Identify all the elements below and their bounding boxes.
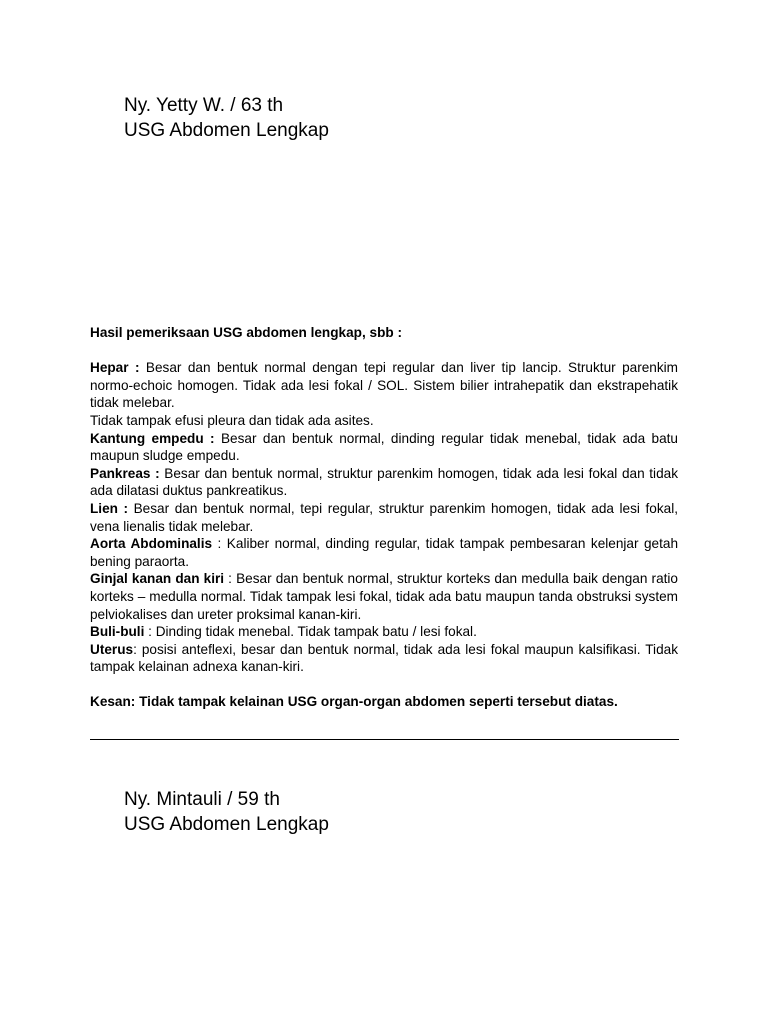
finding-label: Uterus (90, 641, 134, 657)
finding-text: Besar dan bentuk normal, tepi regular, struktur parenkim homogen, tidak ada lesi fokal, vena lienalis tidak melebar. (90, 500, 678, 534)
finding-label: Ginjal kanan dan kiri (90, 571, 225, 587)
finding-label: Pankreas : (90, 465, 160, 481)
finding-uterus (90, 641, 678, 676)
exam-title: USG Abdomen Lengkap (124, 814, 329, 835)
finding-label: Aorta Abdominalis (90, 536, 213, 552)
patient-header-2 (124, 787, 329, 837)
finding-text: Besar dan bentuk normal dengan tepi regular dan liver tip lancip. Struktur parenkim normo-echoic homogen. Tidak ada lesi fokal / SOL. Sistem bilier intrahepatik dan ekstrapehatik tidak melebar. (90, 360, 678, 411)
finding-efusi (90, 412, 678, 430)
finding-aorta (90, 535, 678, 570)
finding-ginjal (90, 570, 678, 623)
finding-kantung-empedu (90, 430, 678, 465)
finding-text: Besar dan bentuk normal, struktur parenkim homogen, tidak ada lesi fokal dan tidak ada dilatasi duktus pankreatikus. (90, 465, 678, 499)
patient-header-1 (124, 93, 329, 143)
finding-buli-buli (90, 623, 678, 641)
report-body (90, 324, 678, 711)
report-conclusion: Kesan: Tidak tampak kelainan USG organ-organ abdomen seperti tersebut diatas. (90, 694, 618, 710)
patient-name-age: Ny. Mintauli / 59 th (124, 789, 280, 810)
finding-lien (90, 500, 678, 535)
section-divider (90, 739, 679, 740)
finding-text: : Dinding tidak menebal. Tidak tampak batu / lesi fokal. (144, 624, 477, 640)
report-intro: Hasil pemeriksaan USG abdomen lengkap, sbb : (90, 325, 402, 340)
finding-label: Kantung empedu : (90, 430, 215, 446)
finding-label: Lien : (90, 500, 129, 516)
finding-pankreas (90, 465, 678, 500)
finding-text: : Besar dan bentuk normal, struktur korteks dan medulla baik dengan ratio korteks – medulla normal. Tidak tampak lesi fokal, tidak ada batu maupun tanda obstruksi system pelviokalises dan ureter proksimal kanan-kiri. (90, 571, 678, 622)
exam-title: USG Abdomen Lengkap (124, 120, 329, 141)
finding-label: Buli-buli (90, 624, 145, 640)
patient-name-age: Ny. Yetty W. / 63 th (124, 95, 284, 116)
finding-label: Hepar : (90, 360, 140, 376)
finding-text: : posisi anteflexi, besar dan bentuk normal, tidak ada lesi fokal maupun kalsifikasi. Tidak tampak kelainan adnexa kanan-kiri. (90, 641, 678, 675)
finding-text: Tidak tampak efusi pleura dan tidak ada asites. (90, 412, 374, 428)
finding-text: Besar dan bentuk normal, dinding regular tidak menebal, tidak ada batu maupun sludge empedu. (90, 430, 678, 464)
finding-hepar (90, 359, 678, 412)
finding-text: : Kaliber normal, dinding regular, tidak tampak pembesaran kelenjar getah bening paraorta. (90, 536, 679, 569)
